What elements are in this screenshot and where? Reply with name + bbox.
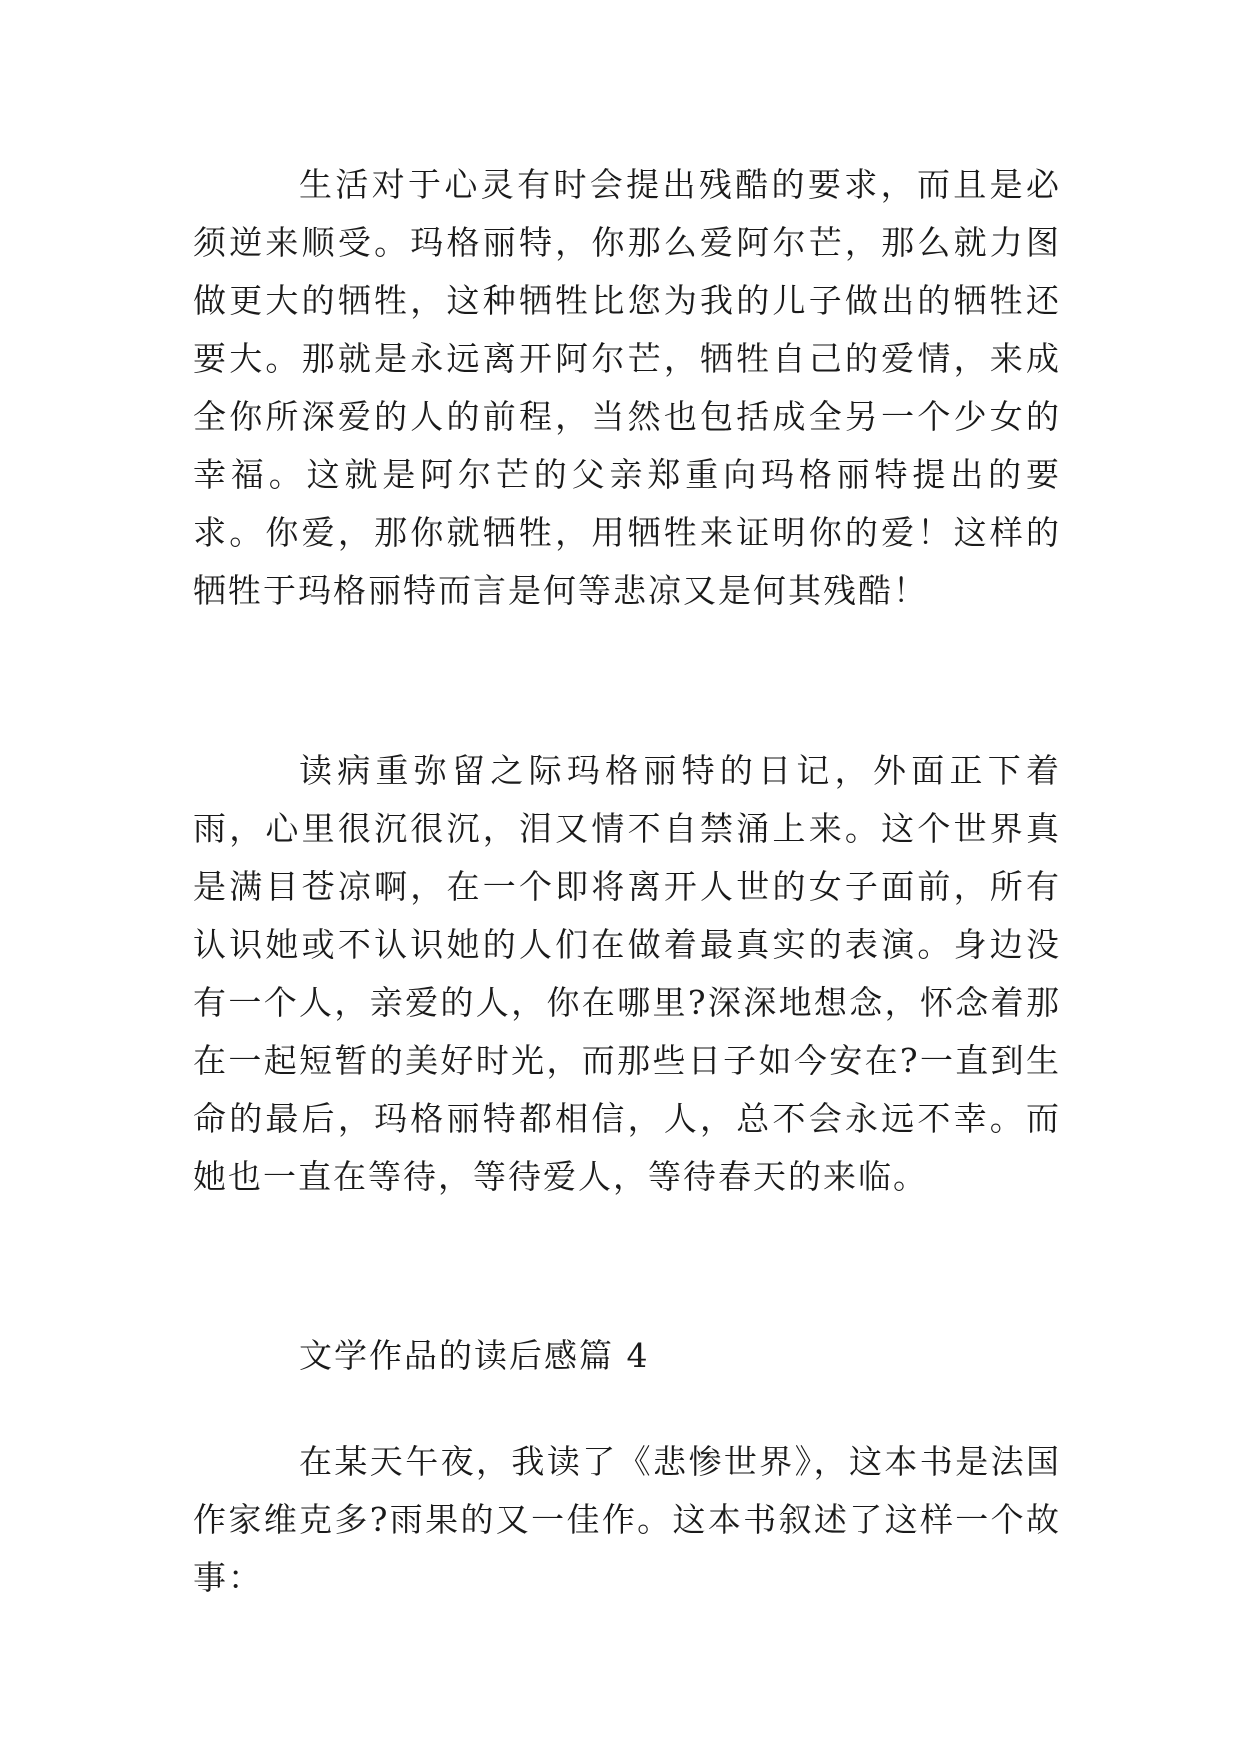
body-paragraph: 生活对于心灵有时会提出残酷的要求，而且是必须逆来顺受。玛格丽特，你那么爱阿尔芒，那么就力图做更大的牺牲，这种牺牲比您为我的儿子做出的牺牲还要大。那就是永远离开阿尔芒，牺牲自己的爱情，来成全你所深爱的人的前程，当然也包括成全另一个少女的幸福。这就是阿尔芒的父亲郑重向玛格丽特提出的要求。你爱，那你就牺牲，用牺牲来证明你的爱！这样的牺牲于玛格丽特而言是何等悲凉又是何其残酷！ — [193, 165, 1061, 610]
section-heading: 文学作品的读后感篇 4 — [299, 1336, 650, 1375]
body-paragraph: 读病重弥留之际玛格丽特的日记，外面正下着雨，心里很沉很沉，泪又情不自禁涌上来。这个世界真是满目苍凉啊，在一个即将离开人世的女子面前，所有认识她或不认识她的人们在做着最真实的表演。身边没有一个人，亲爱的人，你在哪里?深深地想念，怀念着那在一起短暂的美好时光，而那些日子如今安在?一直到生命的最后，玛格丽特都相信，人，总不会永远不幸。而她也一直在等待，等待爱人，等待春天的来临。 — [193, 751, 1061, 1196]
body-paragraph: 在某天午夜，我读了《悲惨世界》，这本书是法国作家维克多?雨果的又一佳作。这本书叙述了这样一个故事： — [193, 1442, 1061, 1597]
